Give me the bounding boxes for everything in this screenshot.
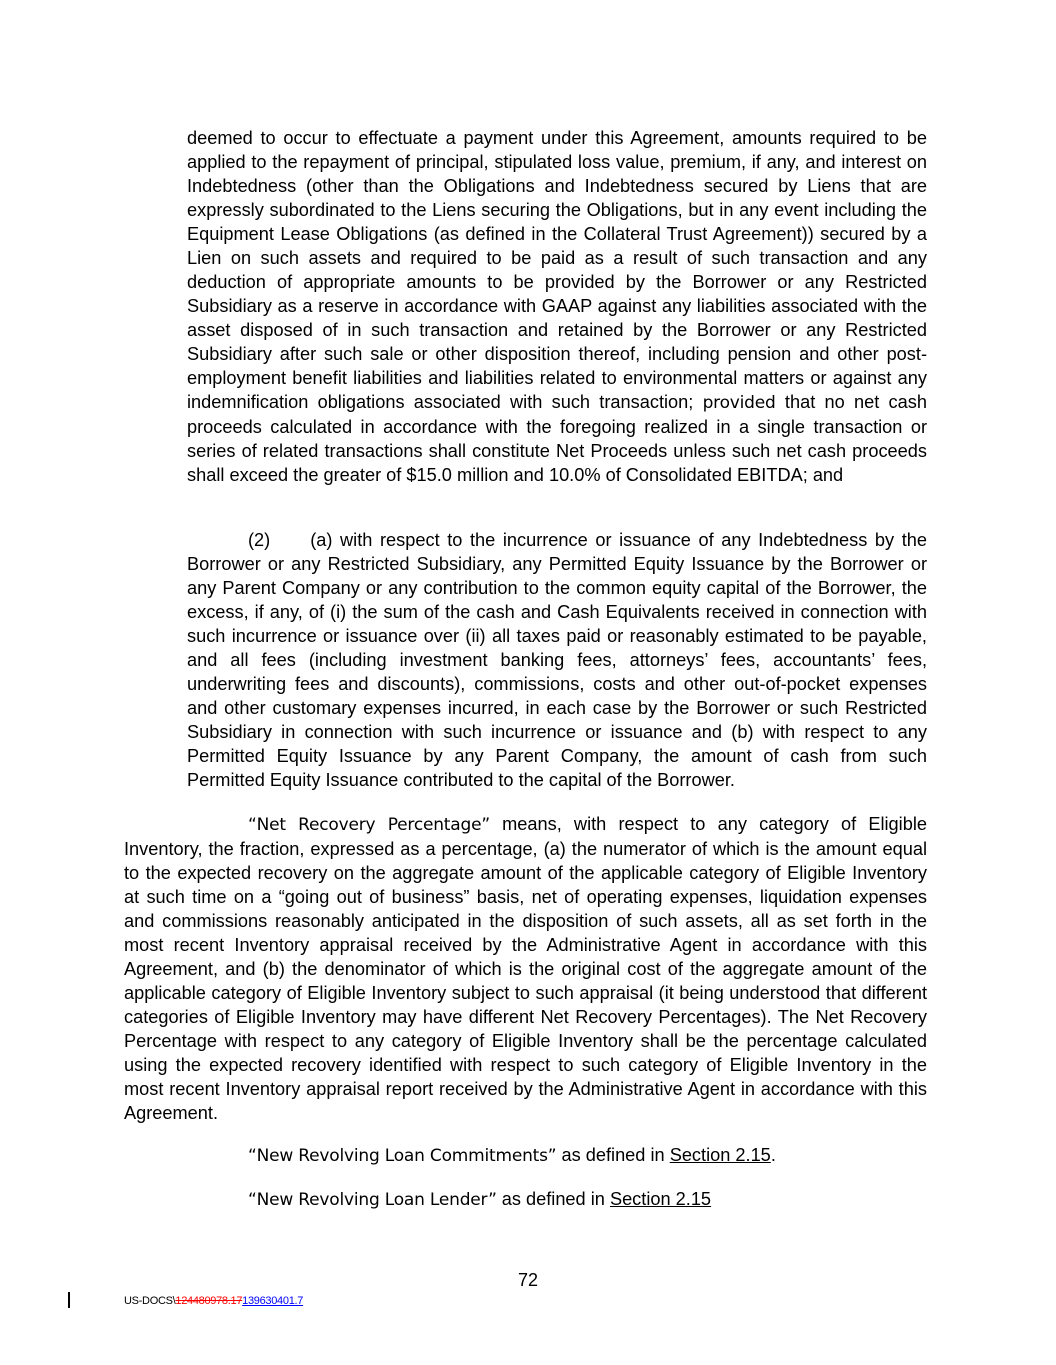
- revision-change-bar: [68, 1292, 70, 1308]
- new-revolving-loan-lender-definition: [248, 1187, 928, 1212]
- paragraph-1-tail: that no net cash proceeds calculated in accordance with the foregoing realized in a single transaction or series of related transactions shall constitute Net Proceeds unless such net cash proceeds shall exceed the greater of $15.0 million and 10.0% of Consolidated EBITDA; and: [187, 392, 927, 485]
- definition-body: as defined in: [501, 1189, 605, 1209]
- provided-term: provided: [702, 393, 776, 413]
- deleted-doc-id: 124480978.17: [175, 1295, 243, 1307]
- net-proceeds-clause-2: [187, 528, 927, 792]
- page-number: 72: [517, 1270, 539, 1290]
- net-proceeds-clause-1-continuation: [187, 126, 927, 487]
- clause-number: (2): [248, 530, 271, 550]
- sentence-end: .: [770, 1145, 776, 1165]
- doc-prefix: US-DOCS\: [124, 1295, 176, 1307]
- section-reference: Section 2.15: [609, 1189, 712, 1209]
- defined-term: “New Revolving Loan Commitments”: [248, 1146, 557, 1166]
- inserted-doc-id: 139630401.7: [242, 1295, 304, 1307]
- new-revolving-loan-commitments-definition: [248, 1143, 928, 1168]
- definition-body: means, with respect to any category of Eligible Inventory, the fraction, expressed as a percentage, (a) the numerator of which is the amount equal to the expected recovery on the aggregate amount of the applicable category of Eligible Inventory at such time on a “going out of business” basis, net of operating expenses, liquidation expenses and commissions reasonably anticipated in the disposition of such assets, all as set forth in the most recent Inventory appraisal received by the Administrative Agent in accordance with this Agreement, and (b) the denominator of which is the original cost of the aggregate amount of the applicable category of Eligible Inventory subject to such appraisal (it being understood that different categories of Eligible Inventory may have different Net Recovery Percentages). The Net Recovery Percentage with respect to any category of Eligible Inventory shall be the percentage calculated using the expected recovery identified with respect to such category of Eligible Inventory in the most recent Inventory appraisal report received by the Administrative Agent in accordance with this Agreement.: [124, 814, 927, 1123]
- section-reference: Section 2.15: [669, 1145, 771, 1165]
- definition-body: as defined in: [561, 1145, 665, 1165]
- defined-term: “Net Recovery Percentage”: [248, 815, 490, 835]
- paragraph-2-text: (a) with respect to the incurrence or issuance of any Indebtedness by the Borrower or any Restricted Subsidiary, any Permitted Equity Issuance by the Borrower or any Parent Company or any contribution to the common equity capital of the Borrower, the excess, if any, of (i) the sum of the cash and Cash Equivalents received in connection with such incurrence or issuance over (ii) all taxes paid or reasonably estimated to be payable, and all fees (including investment banking fees, attorneys’ fees, accountants’ fees, underwriting fees and discounts), commissions, costs and other out-of-pocket expenses and other customary expenses incurred, in each case by the Borrower or such Restricted Subsidiary in connection with such incurrence or issuance and (b) with respect to any Permitted Equity Issuance by any Parent Company, the amount of cash from such Permitted Equity Issuance contributed to the capital of the Borrower.: [187, 530, 927, 790]
- defined-term: “New Revolving Loan Lender”: [248, 1190, 497, 1210]
- paragraph-1-text: deemed to occur to effectuate a payment under this Agreement, amounts required to be applied to the repayment of principal, stipulated loss value, premium, if any, and interest on Indebtedness (other than the Obligations and Indebtedness secured by Liens that are expressly subordinated to the Liens securing the Obligations, but in any event including the Equipment Lease Obligations (as defined in the Collateral Trust Agreement)) secured by a Lien on such assets and required to be paid as a result of such transaction and any deduction of appropriate amounts to be provided by the Borrower or any Restricted Subsidiary as a reserve in accordance with GAAP against any liabilities associated with the asset disposed of in such transaction and retained by the Borrower or any Restricted Subsidiary after such sale or other disposition thereof, including pension and other post-employment benefit liabilities and liabilities related to environmental matters or against any indemnification obligations associated with such transaction;: [187, 128, 927, 412]
- document-id-footer: [124, 1294, 303, 1308]
- net-recovery-percentage-definition: [124, 812, 927, 1125]
